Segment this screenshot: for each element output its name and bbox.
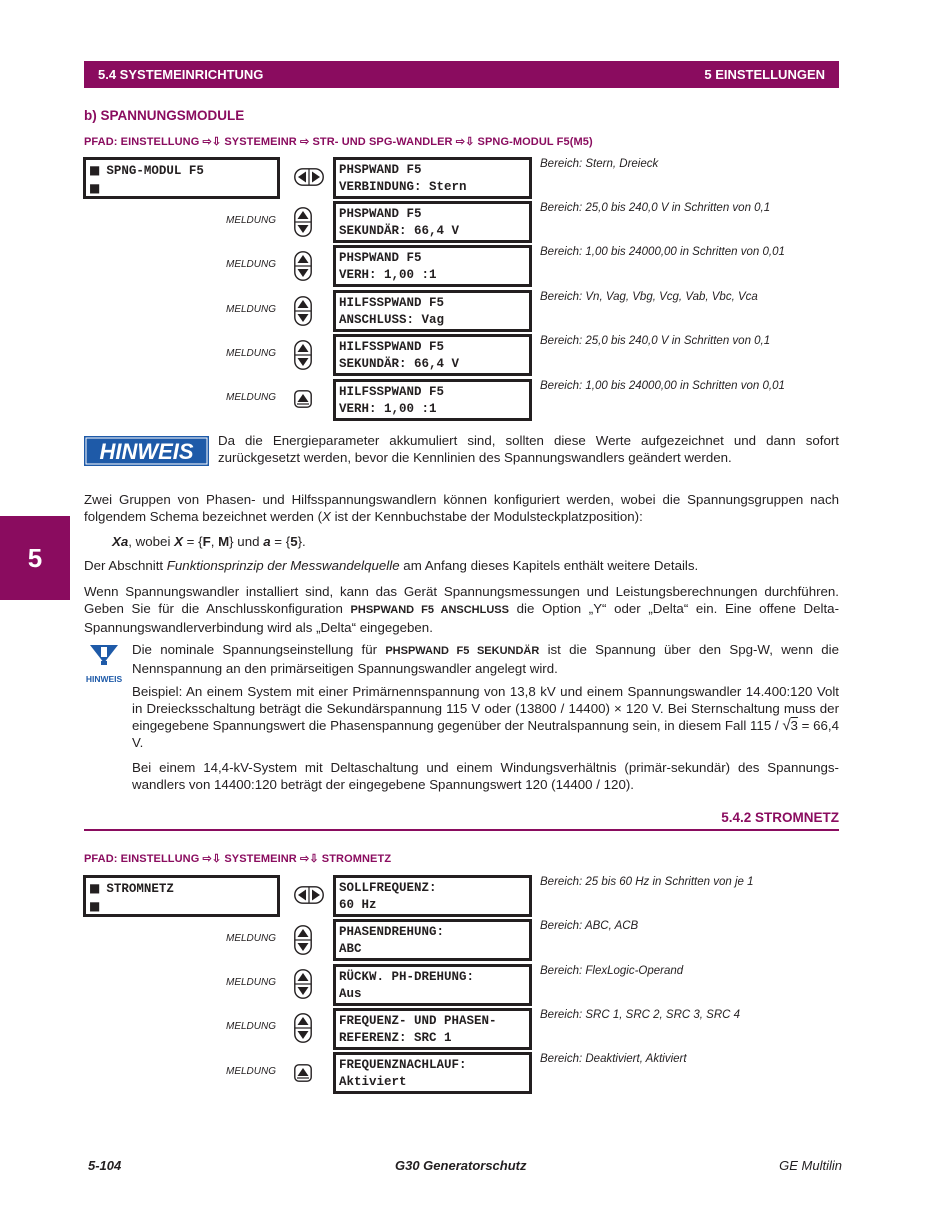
menu-heading-spng-modul: ■ SPNG-MODUL F5 ■ [83, 157, 280, 199]
range-text: Bereich: FlexLogic-Operand [540, 965, 684, 977]
arrow-right-icon: ⇨⇩ [300, 853, 319, 865]
formula-line: Xa, wobei X = {F, M} und a = {5}. [112, 534, 306, 549]
up-down-arrow-icon [294, 1013, 312, 1043]
note-example: Beispiel: An einem System mit einer Primärnennspannung von 13,8 kV und einem Spannungswandler 14.400:120 Volt in Dreiecksschaltung beträgt die Sekundärspannung 115 V oder (13800 / 14400) × 120 V. Bei Sternschaltung muss der eingegebene Spannungswert die Phasenspannung gegenüber der Neutralspannung sein, in diesem Fall 115 / √3 = 66,4 V. [132, 684, 839, 750]
settings-path: PFAD: EINSTELLUNG ⇨⇩ SYSTEMEINR ⇨ STR- UND SPG-WANDLER ⇨⇩ SPNG-MODUL F5(M5) [84, 136, 593, 148]
setting-display: SOLLFREQUENZ: 60 Hz [333, 875, 532, 917]
setting-display: PHSPWAND F5 SEKUNDÄR: 66,4 V [333, 201, 532, 243]
settings-path: PFAD: EINSTELLUNG ⇨⇩ SYSTEMEINR ⇨⇩ STROMNETZ [84, 853, 392, 865]
setting-display: HILFSSPWAND F5 SEKUNDÄR: 66,4 V [333, 334, 532, 376]
up-down-arrow-icon [294, 251, 312, 281]
range-text: Bereich: 1,00 bis 24000,00 in Schritten von 0,01 [540, 246, 785, 258]
range-text: Bereich: SRC 1, SRC 2, SRC 3, SRC 4 [540, 1009, 741, 1021]
page-number: 5-104 [88, 1158, 122, 1173]
setting-display: RÜCKW. PH-DREHUNG: Aus [333, 964, 532, 1006]
arrow-right-icon: ⇨ [300, 136, 310, 148]
menu-heading-stromnetz: ■ STROMNETZ ■ [83, 875, 280, 917]
section-title-spannungsmodule: b) SPANNUNGSMODULE [84, 108, 245, 123]
up-down-arrow-icon [294, 925, 312, 955]
setting-display: PHSPWAND F5 VERH: 1,00 :1 [333, 245, 532, 287]
arrow-right-icon: ⇨⇩ [202, 136, 222, 148]
header-section: 5.4 SYSTEMEINRICHTUNG [98, 67, 264, 82]
chapter-tab: 5 [0, 516, 70, 600]
range-text: Bereich: 25,0 bis 240,0 V in Schritten von 0,1 [540, 335, 771, 347]
arrow-right-icon: ⇨⇩ [202, 853, 222, 865]
range-text: Bereich: Deaktiviert, Aktiviert [540, 1053, 687, 1065]
left-right-arrow-icon [294, 886, 324, 904]
note-nominal-voltage: Die nominale Spannungseinstellung für PHSPWAND F5 SEKUNDÄR ist die Spannung über den Spg-W, wenn die Nennspannung an den primärseitigen Spannungswandler angelegt wird. [132, 642, 839, 676]
header-chapter: 5 EINSTELLUNGEN [704, 67, 825, 82]
range-text: Bereich: ABC, ACB [540, 920, 639, 932]
hinweis-note-icon [86, 643, 122, 685]
meldung-label: MELDUNG [226, 304, 277, 315]
paragraph-connection: Wenn Spannungswandler installiert sind, kann das Gerät Spannungsmessungen und Leistungsberechnungen durchführen. Geben Sie für die Anschlusskonfiguration PHSPWAND F5 ANSCHLUSS die Option „Y“ oder „Delta“ ein. Eine offene Delta-Spannungswandlerverbindung wird als „Delta“ eingegeben. [84, 584, 839, 635]
setting-display: HILFSSPWAND F5 ANSCHLUSS: Vag [333, 290, 532, 332]
sqrt-symbol: √ [782, 717, 791, 734]
setting-display: HILFSSPWAND F5 VERH: 1,00 :1 [333, 379, 532, 421]
meldung-label: MELDUNG [226, 392, 277, 403]
left-right-arrow-icon [294, 168, 324, 186]
range-text: Bereich: 25 bis 60 Hz in Schritten von je 1 [540, 876, 754, 888]
meldung-label: MELDUNG [226, 259, 277, 270]
up-arrow-icon [294, 390, 312, 408]
note-energy-params: Da die Energieparameter akkumuliert sind, sollten diese Werte aufgezeichnet und dann sofort zurückgesetzt werden, bevor die Kennlinien des Spannungswandlers geändert werden. [218, 433, 839, 465]
section-divider [84, 829, 839, 831]
setting-display: FREQUENZ- UND PHASEN- REFERENZ: SRC 1 [333, 1008, 532, 1050]
meldung-label: MELDUNG [226, 933, 277, 944]
up-down-arrow-icon [294, 340, 312, 370]
paragraph-reference: Der Abschnitt Funktionsprinzip der Messwandelquelle am Anfang dieses Kapitels enthält weitere Details. [84, 558, 699, 573]
range-text: Bereich: 25,0 bis 240,0 V in Schritten von 0,1 [540, 202, 771, 214]
meldung-label: MELDUNG [226, 1066, 277, 1077]
up-down-arrow-icon [294, 969, 312, 999]
meldung-label: MELDUNG [226, 348, 277, 359]
range-text: Bereich: Vn, Vag, Vbg, Vcg, Vab, Vbc, Vca [540, 291, 758, 303]
meldung-label: MELDUNG [226, 977, 277, 988]
range-text: Bereich: Stern, Dreieck [540, 158, 659, 170]
up-arrow-icon [294, 1064, 312, 1082]
company-name: GE Multilin [779, 1158, 842, 1173]
svg-text:HINWEIS: HINWEIS [99, 439, 194, 464]
setting-display: FREQUENZNACHLAUF: Aktiviert [333, 1052, 532, 1094]
section-title-stromnetz: 5.4.2 STROMNETZ [721, 810, 839, 825]
up-down-arrow-icon [294, 207, 312, 237]
hinweis-logo [84, 436, 209, 466]
setting-display: PHASENDREHUNG: ABC [333, 919, 532, 961]
meldung-label: MELDUNG [226, 1021, 277, 1032]
meldung-label: MELDUNG [226, 215, 277, 226]
up-down-arrow-icon [294, 296, 312, 326]
svg-text:HINWEIS: HINWEIS [86, 674, 122, 684]
range-text: Bereich: 1,00 bis 24000,00 in Schritten von 0,01 [540, 380, 785, 392]
page-header-bar [84, 61, 839, 88]
product-name: G30 Generatorschutz [395, 1158, 527, 1173]
note-delta-example: Bei einem 14,4-kV-System mit Deltaschaltung und einem Windungsverhältnis (primär-sekundär) des Spannungs-wandlers von 14400:120 beträgt der eingegebene Spannungswert 120 (14400 / 120). [132, 760, 839, 792]
arrow-right-icon: ⇨⇩ [455, 136, 475, 148]
paragraph-voltage-groups: Zwei Gruppen von Phasen- und Hilfsspannungswandlern können konfiguriert werden, wobei die Spannungsgruppen nach folgendem Schema bezeichnet werden (X ist der Kennbuchstabe der Modulsteckplatzposition): [84, 492, 839, 524]
setting-display: PHSPWAND F5 VERBINDUNG: Stern [333, 157, 532, 199]
